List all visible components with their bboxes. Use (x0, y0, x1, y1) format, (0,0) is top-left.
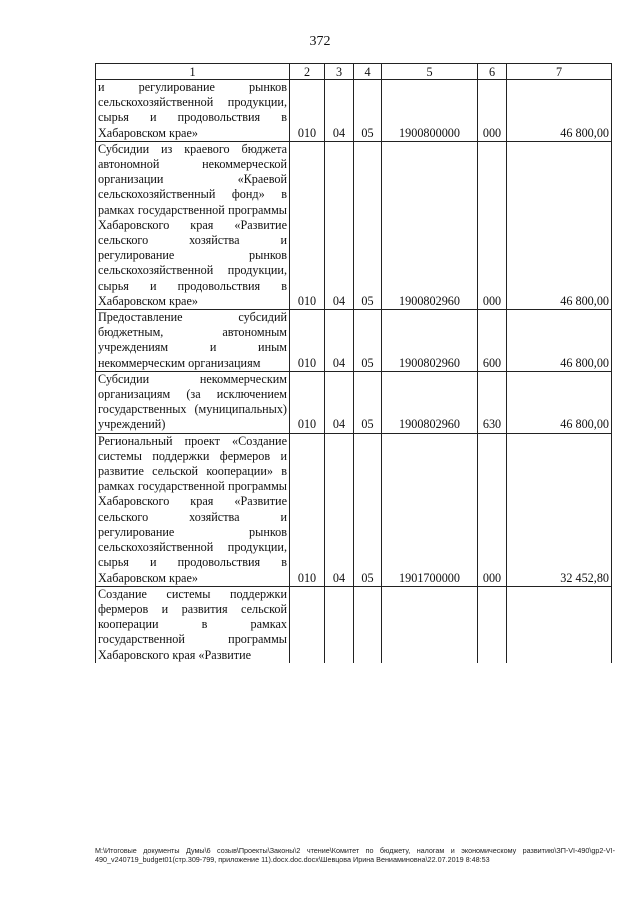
row-subsection: 05 (354, 141, 382, 309)
row-admin (290, 586, 325, 663)
row-subsection: 05 (354, 371, 382, 433)
header-cell: 2 (290, 64, 325, 80)
page-number: 372 (309, 34, 331, 49)
header-cell: 4 (354, 64, 382, 80)
row-expense: 000 (478, 141, 507, 309)
row-section: 04 (325, 141, 354, 309)
document-path-footer: M:\Итоговые документы Думы\6 созыв\Проекты\Законы\2 чтение\Комитет по бюджету, налогам и экономическому развитию\ЗП-VI-490\gp2-VI-490_v240719_budget01(стр.309-799, приложение 11).docx.doc.docx\Шевцова Ирина Вениаминовна\22.07.2019 8:48:53 (95, 846, 615, 864)
row-expense: 000 (478, 433, 507, 586)
row-amount: 46 800,00 (507, 371, 612, 433)
row-admin: 010 (290, 310, 325, 372)
row-target (382, 586, 478, 663)
row-name: Субсидии из краевого бюджета автономной некоммерческой организации «Краевой сельскохозяйственный фонд» в рамках государственной программы Хабаровского края «Развитие сельского хозяйства и регулирование рынков сельскохозяйственной продукции, сырья и продовольствия в Хабаровском крае» (96, 141, 290, 309)
table-row (96, 433, 612, 586)
row-section: 04 (325, 371, 354, 433)
row-amount: 46 800,00 (507, 310, 612, 372)
table-row (96, 310, 612, 372)
row-section: 04 (325, 310, 354, 372)
row-admin: 010 (290, 80, 325, 142)
row-target: 1900802960 (382, 141, 478, 309)
row-subsection: 05 (354, 433, 382, 586)
row-name: Создание системы поддержки фермеров и развития сельской кооперации в рамках государственной программы Хабаровского края «Развитие (96, 586, 290, 663)
header-cell: 3 (325, 64, 354, 80)
row-subsection: 05 (354, 310, 382, 372)
row-admin: 010 (290, 371, 325, 433)
row-amount: 46 800,00 (507, 141, 612, 309)
header-cell: 7 (507, 64, 612, 80)
row-section: 04 (325, 433, 354, 586)
row-expense (478, 586, 507, 663)
row-admin: 010 (290, 433, 325, 586)
header-row (96, 64, 612, 80)
row-expense: 630 (478, 371, 507, 433)
row-admin: 010 (290, 141, 325, 309)
row-name: Региональный проект «Создание системы поддержки фермеров и развитие сельской кооперации» в рамках государственной программы Хабаровского края «Развитие сельского хозяйства и регулирование рынков сельскохозяйственной продукции, сырья и продовольствия в Хабаровском крае» (96, 433, 290, 586)
header-cell: 1 (96, 64, 290, 80)
row-subsection: 05 (354, 80, 382, 142)
header-cell: 6 (478, 64, 507, 80)
row-name: Предоставление субсидий бюджетным, автономным учреждениям и иным некоммерческим организациям (96, 310, 290, 372)
header-cell: 5 (382, 64, 478, 80)
row-target: 1901700000 (382, 433, 478, 586)
row-name: и регулирование рынков сельскохозяйственной продукции, сырья и продовольствия в Хабаровском крае» (96, 80, 290, 142)
budget-table (95, 63, 612, 663)
table-row (96, 141, 612, 309)
row-amount (507, 586, 612, 663)
row-name: Субсидии некоммерческим организациям (за исключением государственных (муниципальных) учреждений) (96, 371, 290, 433)
row-section (325, 586, 354, 663)
table-row (96, 371, 612, 433)
row-expense: 000 (478, 80, 507, 142)
row-expense: 600 (478, 310, 507, 372)
row-target: 1900802960 (382, 371, 478, 433)
row-amount: 32 452,80 (507, 433, 612, 586)
table-row (96, 586, 612, 663)
row-amount: 46 800,00 (507, 80, 612, 142)
row-target: 1900800000 (382, 80, 478, 142)
table-row (96, 80, 612, 142)
row-target: 1900802960 (382, 310, 478, 372)
row-section: 04 (325, 80, 354, 142)
row-subsection (354, 586, 382, 663)
